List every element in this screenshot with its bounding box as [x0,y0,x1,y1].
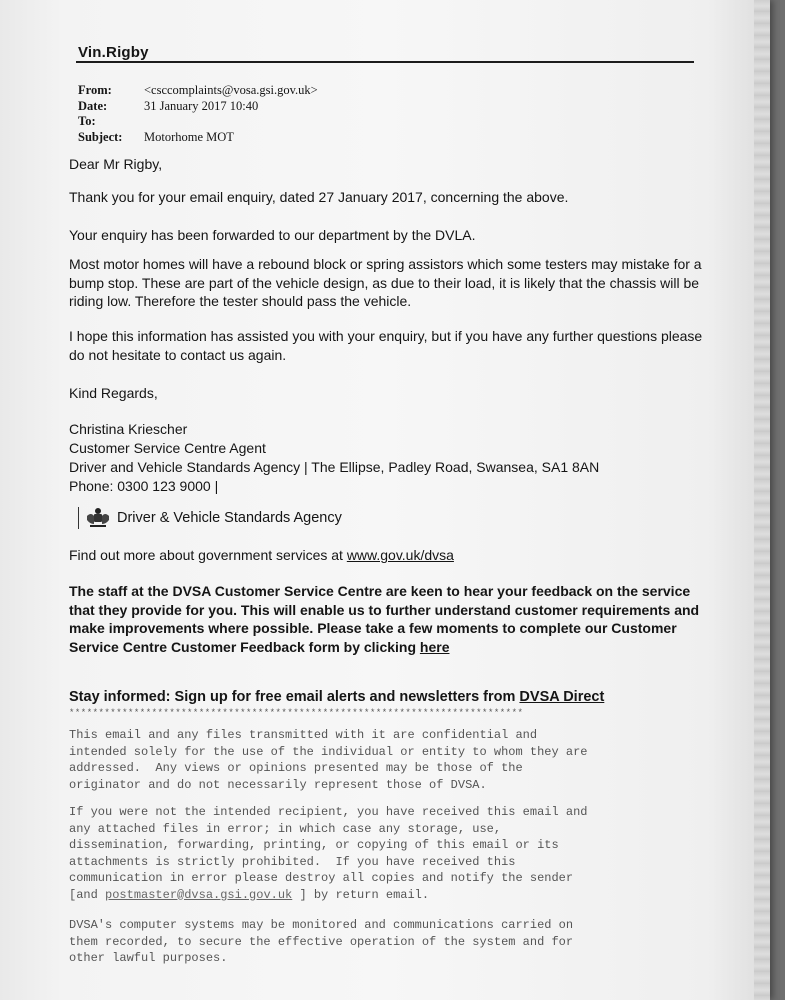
govt-link[interactable]: www.gov.uk/dvsa [346,547,454,563]
stay-prefix: Stay informed: Sign up for free email alerts and newsletters from [69,689,520,705]
asterisk-separator: ***************************************************************************** [69,708,524,718]
government-services-line [69,546,709,565]
signature-address: Driver and Vehicle Standards Agency | The Ellipse, Padley Road, Swansea, SA1 8AN [69,459,600,475]
forwarded-paragraph: Your enquiry has been forwarded to our department by the DVLA. [69,227,476,243]
date-value: 31 January 2017 10:40 [144,98,259,113]
subject-value: Motorhome MOT [144,129,234,144]
header-from-row [78,83,318,99]
dvsa-direct-link[interactable]: DVSA Direct [519,689,605,705]
from-label: From: [78,83,112,97]
from-value: <csccomplaints@vosa.gsi.gov.uk> [144,83,318,97]
disclaimer-monitoring: DVSA's computer systems may be monitored and communications carried on them recorded, to secure the effective operation of the system and for other lawful purposes. [69,918,574,965]
disclaimer-recipient-text: If you were not the intended recipient, you have received this email and any attached files in error; in which case any storage, use, dissemination, forwarding, printing, or copying of this email or its attachments is strictly prohibited. If you have received this communication in error please destroy all copies and notify the sender [and [69,805,588,902]
royal-crest-icon [85,506,111,530]
signature-role: Customer Service Centre Agent [69,440,266,456]
signature-name: Christina Kriescher [69,421,188,437]
date-label: Date: [78,98,108,113]
signature-block [69,420,709,496]
feedback-here-link[interactable]: here [419,638,450,655]
logo-text: Driver & Vehicle Standards Agency [117,510,342,526]
paper-edge [754,0,770,1000]
stay-informed-line [69,689,604,705]
header-to-row [78,114,318,130]
disclaimer-recipient-end: ] by return email. [292,887,430,902]
sign-off: Kind Regards, [69,385,158,401]
to-label: To: [78,114,96,128]
header-rule [76,61,694,63]
postmaster-link[interactable]: postmaster@dvsa.gsi.gov.uk [105,887,293,902]
mot-info-paragraph: Most motor homes will have a rebound block or spring assistors which some testers may mistake for a bump stop. These are part of the vehicle design, as due to their load, it is likely that the chassis will be riding low. Therefore the tester should pass the vehicle. [69,256,702,309]
disclaimer-recipient [69,804,729,903]
feedback-paragraph [69,582,719,656]
feedback-text: The staff at the DVSA Customer Service Centre are keen to hear your feedback on the service that they provide for you. This will enable us to further understand customer requirements and make improvements where possible. Please take a few moments to complete our Customer Service Centre Customer Feedback form by clicking [69,583,700,655]
govt-prefix: Find out more about government services at [69,547,347,563]
recipient-name-header: Vin.Rigby [78,44,149,61]
closing-paragraph: I hope this information has assisted you with your enquiry, but if you have any further questions please do not hesitate to contact us again. [69,328,703,363]
salutation: Dear Mr Rigby, [69,156,163,172]
signature-phone: Phone: 0300 123 9000 | [69,478,219,494]
dvsa-logo [78,506,342,530]
header-date-row [78,99,318,115]
header-subject-row [78,130,318,146]
disclaimer-confidential: This email and any files transmitted with it are confidential and intended solely for the use of the individual or entity to whom they are addressed. Any views or opinions presented may be those of the originator and do not necessarily represent those of DVSA. [69,728,588,792]
subject-label: Subject: [78,129,123,144]
email-headers [78,83,318,145]
logo-divider [78,507,79,529]
thanks-paragraph: Thank you for your email enquiry, dated 27 January 2017, concerning the above. [69,189,569,205]
